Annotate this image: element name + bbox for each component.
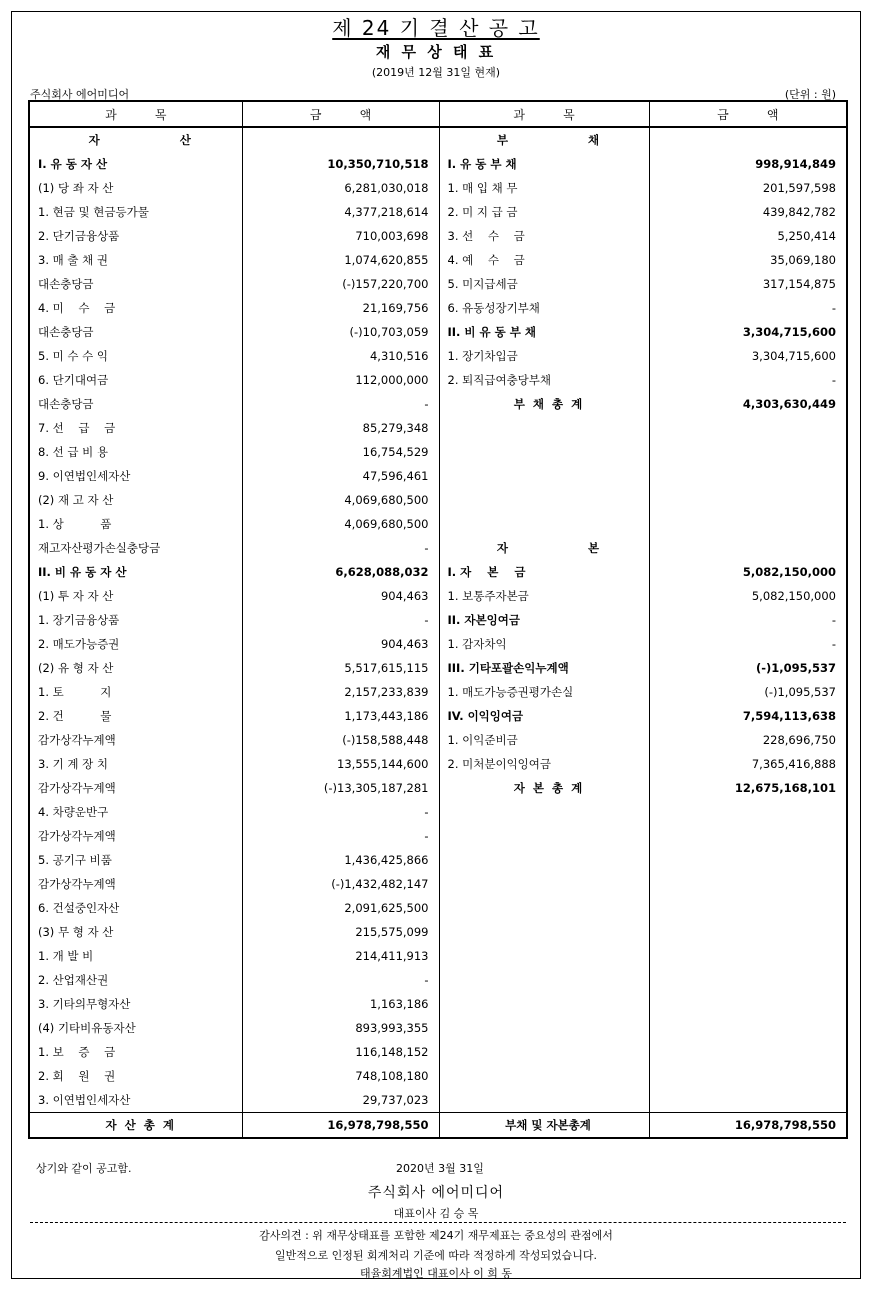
right-amount: 7,365,416,888	[649, 752, 847, 776]
footer-company: 주식회사 에어미디어	[367, 1185, 505, 1201]
right-amount-header: 금 액	[649, 101, 847, 127]
right-item-header: 과 목	[439, 101, 649, 127]
right-amount: 5,082,150,000	[649, 560, 847, 584]
right-amount: 12,675,168,101	[649, 776, 847, 800]
left-amount: 215,575,099	[242, 920, 439, 944]
right-item: 1. 보통주자본금	[439, 584, 649, 608]
right-item	[439, 920, 649, 944]
left-item: 1. 현금 및 현금등가물	[29, 200, 242, 224]
table-row	[29, 320, 847, 344]
right-item	[439, 968, 649, 992]
table-row	[29, 920, 847, 944]
left-item: 1. 개 발 비	[29, 944, 242, 968]
left-amount: -	[242, 800, 439, 824]
right-amount	[649, 944, 847, 968]
right-item: 1. 감자차익	[439, 632, 649, 656]
left-amount: 1,173,443,186	[242, 704, 439, 728]
right-amount	[649, 800, 847, 824]
right-amount: -	[649, 368, 847, 392]
table-row	[29, 896, 847, 920]
table-row	[29, 224, 847, 248]
table-row	[29, 800, 847, 824]
left-item: 1. 상 품	[29, 512, 242, 536]
right-item: IV. 이익잉여금	[439, 704, 649, 728]
right-amount	[649, 848, 847, 872]
right-amount: 4,303,630,449	[649, 392, 847, 416]
right-amount: 5,250,414	[649, 224, 847, 248]
auditor-name: 태율회계법인 대표이사 이 희 동	[359, 1267, 513, 1280]
left-amount-header: 금 액	[242, 101, 439, 127]
right-item: 3. 선 수 금	[439, 224, 649, 248]
left-amount: (-)13,305,187,281	[242, 776, 439, 800]
table-row	[29, 248, 847, 272]
table-row	[29, 656, 847, 680]
left-item: 2. 회 원 권	[29, 1064, 242, 1088]
left-item: 2. 단기금융상품	[29, 224, 242, 248]
left-item: (1) 투 자 자 산	[29, 584, 242, 608]
left-amount: 16,978,798,550	[242, 1113, 439, 1139]
right-amount: 16,978,798,550	[649, 1113, 847, 1139]
ceo-name: 대표이사 김 승 목	[393, 1207, 479, 1220]
right-amount	[649, 968, 847, 992]
right-amount: 228,696,750	[649, 728, 847, 752]
right-item: I. 자 본 금	[439, 560, 649, 584]
right-item: 부채 및 자본총계	[439, 1113, 649, 1139]
right-amount	[649, 1064, 847, 1088]
right-amount	[649, 464, 847, 488]
table-row	[29, 440, 847, 464]
right-amount	[649, 127, 847, 152]
left-amount: -	[242, 536, 439, 560]
left-amount: (-)157,220,700	[242, 272, 439, 296]
right-amount: 439,842,782	[649, 200, 847, 224]
table-row	[29, 608, 847, 632]
left-amount: 10,350,710,518	[242, 152, 439, 176]
table-row	[29, 1064, 847, 1088]
right-amount: 7,594,113,638	[649, 704, 847, 728]
left-item: 3. 매 출 채 권	[29, 248, 242, 272]
right-amount: 3,304,715,600	[649, 344, 847, 368]
table-row	[29, 152, 847, 176]
right-amount	[649, 512, 847, 536]
table-row	[29, 488, 847, 512]
right-amount: 3,304,715,600	[649, 320, 847, 344]
unit-label: (단위 : 원)	[784, 88, 836, 101]
right-item: 자 본 총 계	[439, 776, 649, 800]
right-amount: 35,069,180	[649, 248, 847, 272]
table-row	[29, 704, 847, 728]
left-item: 1. 보 증 금	[29, 1040, 242, 1064]
right-amount	[649, 440, 847, 464]
right-item	[439, 872, 649, 896]
audit-opinion-line2: 일반적으로 인정된 회계처리 기준에 따라 적정하게 작성되었습니다.	[274, 1249, 597, 1262]
right-item	[439, 992, 649, 1016]
left-item: 감가상각누계액	[29, 872, 242, 896]
company-name: 주식회사 에어미디어	[30, 88, 130, 101]
left-amount: 214,411,913	[242, 944, 439, 968]
table-row	[29, 848, 847, 872]
table-row	[29, 680, 847, 704]
left-item: 감가상각누계액	[29, 728, 242, 752]
right-item: 부 채	[439, 127, 649, 152]
left-item: 6. 단기대여금	[29, 368, 242, 392]
right-item	[439, 944, 649, 968]
right-amount	[649, 488, 847, 512]
left-item: 5. 미 수 수 익	[29, 344, 242, 368]
left-item: 대손충당금	[29, 320, 242, 344]
left-item: 3. 이연법인세자산	[29, 1088, 242, 1113]
right-item: 4. 예 수 금	[439, 248, 649, 272]
right-amount	[649, 992, 847, 1016]
table-row	[29, 776, 847, 800]
left-amount: 904,463	[242, 584, 439, 608]
left-amount: 1,436,425,866	[242, 848, 439, 872]
left-item: 4. 미 수 금	[29, 296, 242, 320]
left-item: 3. 기 계 장 치	[29, 752, 242, 776]
right-item: 자 본	[439, 536, 649, 560]
notice-text: 상기와 같이 공고함.	[36, 1162, 132, 1175]
right-item	[439, 800, 649, 824]
left-amount: 4,377,218,614	[242, 200, 439, 224]
left-item-header: 과 목	[29, 101, 242, 127]
table-row	[29, 872, 847, 896]
left-amount: 6,281,030,018	[242, 176, 439, 200]
left-amount: 47,596,461	[242, 464, 439, 488]
left-amount: 904,463	[242, 632, 439, 656]
left-item: 1. 토 지	[29, 680, 242, 704]
right-item: 2. 미처분이익잉여금	[439, 752, 649, 776]
right-amount: -	[649, 632, 847, 656]
left-amount: 13,555,144,600	[242, 752, 439, 776]
table-row	[29, 344, 847, 368]
left-amount: -	[242, 824, 439, 848]
left-item: 2. 산업재산권	[29, 968, 242, 992]
left-amount: 2,091,625,500	[242, 896, 439, 920]
left-item: I. 유 동 자 산	[29, 152, 242, 176]
right-item: 2. 미 지 급 금	[439, 200, 649, 224]
right-item	[439, 464, 649, 488]
statement-title: 재 무 상 태 표	[375, 43, 497, 61]
right-amount: 998,914,849	[649, 152, 847, 176]
table-row	[29, 728, 847, 752]
right-item: 6. 유동성장기부채	[439, 296, 649, 320]
left-item: 2. 건 물	[29, 704, 242, 728]
left-item: 대손충당금	[29, 392, 242, 416]
right-amount	[649, 896, 847, 920]
balance-sheet-table	[28, 100, 848, 1139]
table-row	[29, 296, 847, 320]
table-row	[29, 127, 847, 152]
table-row	[29, 464, 847, 488]
table-row	[29, 200, 847, 224]
left-amount	[242, 127, 439, 152]
left-amount: 85,279,348	[242, 416, 439, 440]
right-item: 1. 매도가능증권평가손실	[439, 680, 649, 704]
right-item: 2. 퇴직급여충당부채	[439, 368, 649, 392]
table-row	[29, 536, 847, 560]
table-row	[29, 992, 847, 1016]
table-row	[29, 176, 847, 200]
left-item: (2) 재 고 자 산	[29, 488, 242, 512]
table-row	[29, 1040, 847, 1064]
left-item: 3. 기타의무형자산	[29, 992, 242, 1016]
as-of-date: (2019년 12월 31일 현재)	[371, 66, 501, 79]
table-header-row	[29, 101, 847, 127]
left-amount: 2,157,233,839	[242, 680, 439, 704]
right-item	[439, 1016, 649, 1040]
left-item: 재고자산평가손실충당금	[29, 536, 242, 560]
left-item: 6. 건설중인자산	[29, 896, 242, 920]
right-item	[439, 824, 649, 848]
left-amount: 4,310,516	[242, 344, 439, 368]
right-amount	[649, 1016, 847, 1040]
right-item	[439, 488, 649, 512]
right-item: II. 자본잉여금	[439, 608, 649, 632]
right-amount	[649, 872, 847, 896]
table-row	[29, 584, 847, 608]
left-item: 5. 공기구 비품	[29, 848, 242, 872]
left-amount: (-)158,588,448	[242, 728, 439, 752]
right-item	[439, 1040, 649, 1064]
left-amount: 21,169,756	[242, 296, 439, 320]
left-amount: 6,628,088,032	[242, 560, 439, 584]
table-row	[29, 944, 847, 968]
right-item: 1. 이익준비금	[439, 728, 649, 752]
right-item: 5. 미지급세금	[439, 272, 649, 296]
table-row	[29, 512, 847, 536]
right-amount: (-)1,095,537	[649, 656, 847, 680]
total-row	[29, 1113, 847, 1139]
left-amount: 893,993,355	[242, 1016, 439, 1040]
table-row	[29, 416, 847, 440]
divider	[30, 1222, 846, 1223]
left-amount: 112,000,000	[242, 368, 439, 392]
right-item	[439, 416, 649, 440]
table-row	[29, 272, 847, 296]
right-amount: 317,154,875	[649, 272, 847, 296]
left-item: 2. 매도가능증권	[29, 632, 242, 656]
right-item: I. 유 동 부 채	[439, 152, 649, 176]
left-amount: -	[242, 608, 439, 632]
left-amount: 1,163,186	[242, 992, 439, 1016]
left-amount: 748,108,180	[242, 1064, 439, 1088]
right-item	[439, 512, 649, 536]
table-row	[29, 968, 847, 992]
table-row	[29, 368, 847, 392]
left-amount: 1,074,620,855	[242, 248, 439, 272]
table-row	[29, 560, 847, 584]
right-amount: (-)1,095,537	[649, 680, 847, 704]
left-amount: 5,517,615,115	[242, 656, 439, 680]
left-amount: 710,003,698	[242, 224, 439, 248]
table-row	[29, 1016, 847, 1040]
table-row	[29, 392, 847, 416]
left-amount: 16,754,529	[242, 440, 439, 464]
left-amount: 29,737,023	[242, 1088, 439, 1113]
left-item: 8. 선 급 비 용	[29, 440, 242, 464]
left-item: 7. 선 급 금	[29, 416, 242, 440]
right-amount: 201,597,598	[649, 176, 847, 200]
left-item: 4. 차량운반구	[29, 800, 242, 824]
left-item: 감가상각누계액	[29, 824, 242, 848]
right-item: 1. 매 입 채 무	[439, 176, 649, 200]
left-item: (4) 기타비유동자산	[29, 1016, 242, 1040]
left-item: 자 산	[29, 127, 242, 152]
left-amount: 4,069,680,500	[242, 488, 439, 512]
right-amount	[649, 536, 847, 560]
table-row	[29, 1088, 847, 1113]
left-item: (3) 무 형 자 산	[29, 920, 242, 944]
left-item: (2) 유 형 자 산	[29, 656, 242, 680]
left-amount: 116,148,152	[242, 1040, 439, 1064]
right-item	[439, 848, 649, 872]
right-item	[439, 896, 649, 920]
right-item: 부 채 총 계	[439, 392, 649, 416]
left-amount: -	[242, 392, 439, 416]
right-amount	[649, 824, 847, 848]
page-title: 제 24 기 결 산 공 고	[332, 16, 540, 40]
left-item: II. 비 유 동 자 산	[29, 560, 242, 584]
right-amount: -	[649, 296, 847, 320]
right-amount	[649, 416, 847, 440]
left-item: 대손충당금	[29, 272, 242, 296]
left-item: 감가상각누계액	[29, 776, 242, 800]
left-amount: (-)1,432,482,147	[242, 872, 439, 896]
right-item: II. 비 유 동 부 채	[439, 320, 649, 344]
left-amount: (-)10,703,059	[242, 320, 439, 344]
right-amount	[649, 1088, 847, 1113]
table-row	[29, 752, 847, 776]
left-item: (1) 당 좌 자 산	[29, 176, 242, 200]
right-item: III. 기타포괄손익누계액	[439, 656, 649, 680]
audit-opinion-line1: 감사의견 : 위 재무상태표를 포함한 제24기 재무제표는 중요성의 관점에서	[259, 1229, 613, 1242]
table-row	[29, 824, 847, 848]
right-amount	[649, 1040, 847, 1064]
right-item: 1. 장기차입금	[439, 344, 649, 368]
left-item: 1. 장기금융상품	[29, 608, 242, 632]
right-amount: 5,082,150,000	[649, 584, 847, 608]
right-amount	[649, 920, 847, 944]
left-amount: -	[242, 968, 439, 992]
right-item	[439, 440, 649, 464]
left-item: 9. 이연법인세자산	[29, 464, 242, 488]
left-amount: 4,069,680,500	[242, 512, 439, 536]
right-item	[439, 1064, 649, 1088]
right-amount: -	[649, 608, 847, 632]
left-item: 자 산 총 계	[29, 1113, 242, 1139]
table-row	[29, 632, 847, 656]
right-item	[439, 1088, 649, 1113]
notice-date: 2020년 3월 31일	[396, 1162, 484, 1175]
